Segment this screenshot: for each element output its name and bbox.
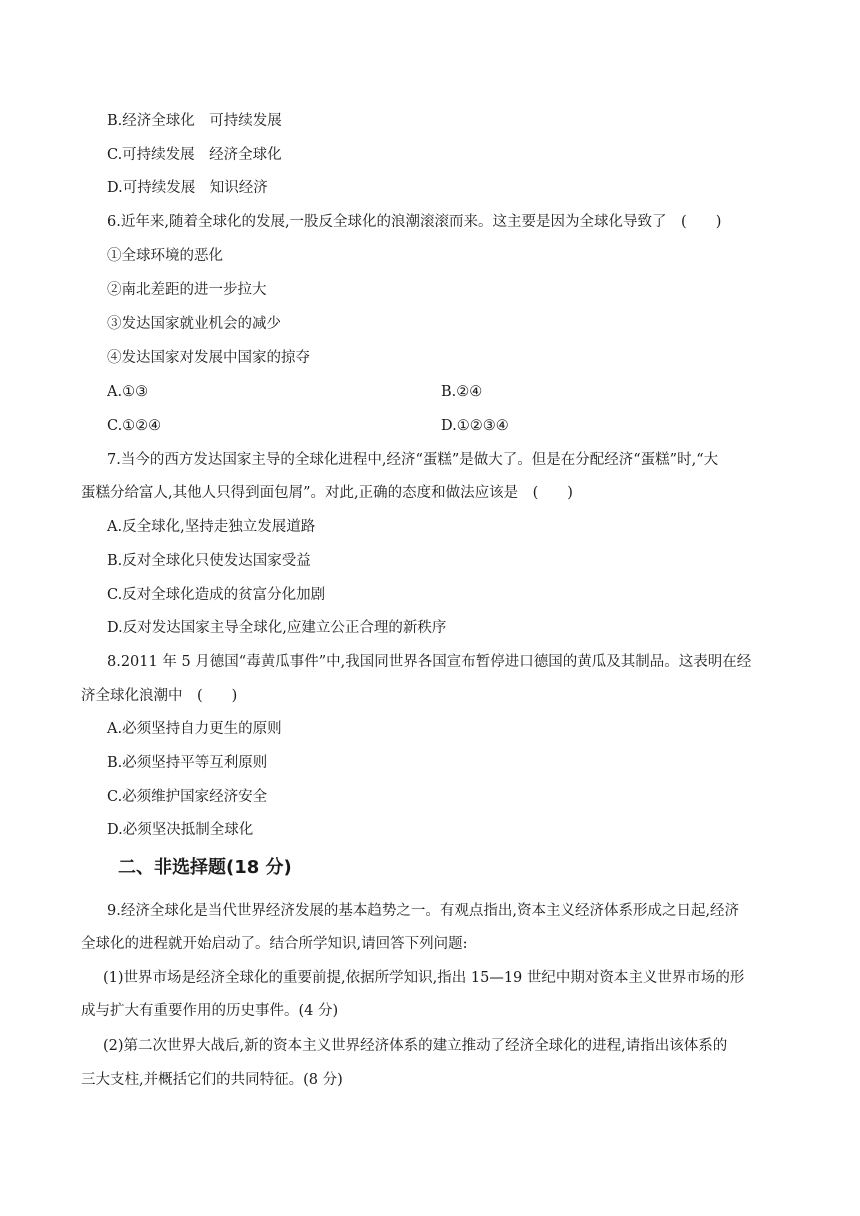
q6-item-1: ①全球环境的恶化 xyxy=(107,248,223,264)
q8-stem-line-2: 济全球化浪潮中 ( ) xyxy=(81,688,238,704)
q6-item-2: ②南北差距的进一步拉大 xyxy=(107,282,267,298)
q5-option-c: C.可持续发展 经济全球化 xyxy=(107,147,282,163)
q8-option-d: D.必须坚决抵制全球化 xyxy=(107,822,254,838)
q6-option-c: C.①②④ xyxy=(107,418,162,434)
q9-sub1-line-2: 成与扩大有重要作用的历史事件。(4 分) xyxy=(81,1003,339,1019)
q9-sub2-line-2: 三大支柱,并概括它们的共同特征。(8 分) xyxy=(81,1072,343,1088)
q7-option-d: D.反对发达国家主导全球化,应建立公正合理的新秩序 xyxy=(107,620,447,636)
q6-option-d: D.①②③④ xyxy=(441,418,509,434)
q7-option-b: B.反对全球化只使发达国家受益 xyxy=(107,553,311,569)
q6-item-3: ③发达国家就业机会的减少 xyxy=(107,316,281,332)
q8-option-b: B.必须坚持平等互利原则 xyxy=(107,755,268,771)
q9-sub2-line-1: (2)第二次世界大战后,新的资本主义世界经济体系的建立推动了经济全球化的进程,请指出该体系的 xyxy=(103,1038,728,1054)
q8-option-a: A.必须坚持自力更生的原则 xyxy=(107,721,282,737)
q5-option-d: D.可持续发展 知识经济 xyxy=(107,180,268,196)
q7-stem-line-1: 7.当今的西方发达国家主导的全球化进程中,经济“蛋糕”是做大了。但是在分配经济“蛋糕”时,“大 xyxy=(107,452,719,468)
q8-option-c: C.必须维护国家经济安全 xyxy=(107,789,268,805)
section-title-non-choice: 二、非选择题(18 分) xyxy=(118,857,292,878)
q9-stem-line-1: 9.经济全球化是当代世界经济发展的基本趋势之一。有观点指出,资本主义经济体系形成之日起,经济 xyxy=(107,903,740,919)
q6-stem: 6.近年来,随着全球化的发展,一股反全球化的浪潮滚滚而来。这主要是因为全球化导致了 ( ) xyxy=(107,214,722,230)
q5-option-b: B.经济全球化 可持续发展 xyxy=(107,113,282,129)
q6-item-4: ④发达国家对发展中国家的掠夺 xyxy=(107,350,310,366)
q7-stem-line-2: 蛋糕分给富人,其他人只得到面包屑”。对此,正确的态度和做法应该是 ( ) xyxy=(81,485,573,501)
q6-option-a: A.①③ xyxy=(107,384,149,400)
q7-option-a: A.反全球化,坚持走独立发展道路 xyxy=(107,519,316,535)
q9-sub1-line-1: (1)世界市场是经济全球化的重要前提,依据所学知识,指出 15—19 世纪中期对资本主义世界市场的形 xyxy=(103,970,745,986)
q9-stem-line-2: 全球化的进程就开始启动了。结合所学知识,请回答下列问题: xyxy=(81,936,468,952)
q8-stem-line-1: 8.2011 年 5 月德国“毒黄瓜事件”中,我国同世界各国宣布暂停进口德国的黄瓜及其制品。这表明在经 xyxy=(107,654,752,670)
q7-option-c: C.反对全球化造成的贫富分化加剧 xyxy=(107,587,326,603)
q6-option-b: B.②④ xyxy=(441,384,483,400)
